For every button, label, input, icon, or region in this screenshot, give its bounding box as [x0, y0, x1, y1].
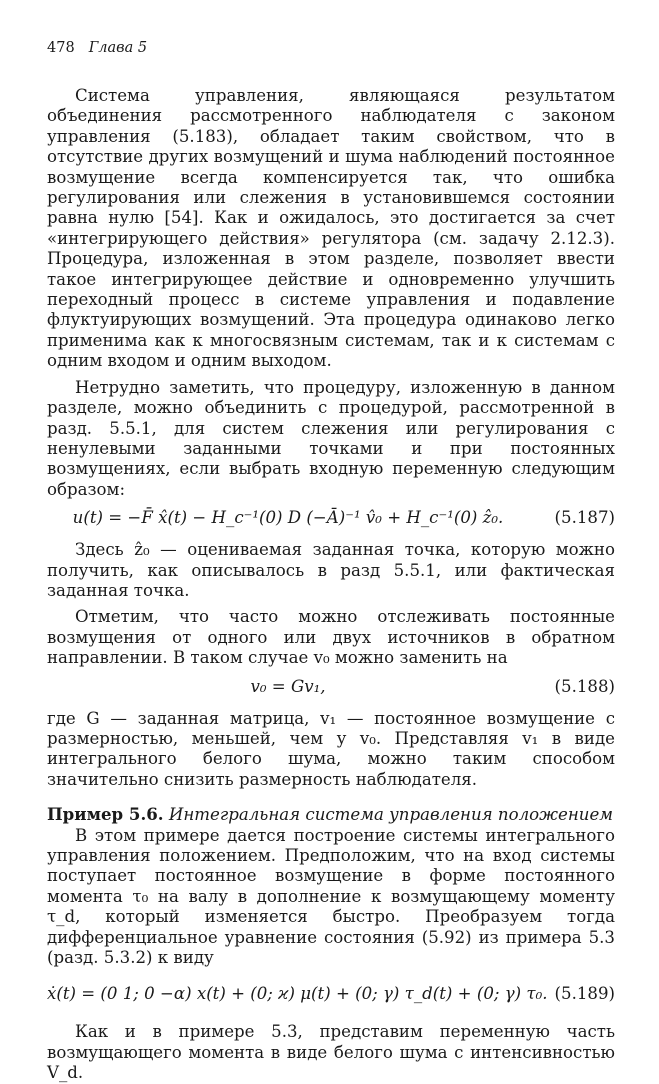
- paragraph-2: Нетрудно заметить, что процедуру, изложенную в данном разделе, можно объединить с процедурой, рассмотренной в разд. 5.5.1, для систем слежения или регулирования с ненулевыми заданными точками и при постоянных возмущениях, если выбрать входную переменную следующим образом:: [47, 377, 615, 499]
- equation-number: (5.188): [554, 676, 615, 696]
- example-heading: [47, 804, 615, 825]
- equation-5-189: [47, 968, 615, 1022]
- example-name: Интегральная система управления положением: [168, 805, 614, 825]
- equation-5-187: [47, 500, 615, 540]
- paragraph-3: Здесь ẑ₀ — оцениваемая заданная точка, которую можно получить, как описывалось в разд 5.5.1, или фактическая заданная точка.: [47, 540, 615, 600]
- equation-formula: ẋ(t) = (0 1; 0 −α) x(t) + (0; ϰ) μ(t) + (0; γ) τ_d(t) + (0; γ) τ₀.: [47, 984, 548, 1004]
- example-label: Пример 5.6.: [47, 804, 164, 825]
- equation-formula: u(t) = −F̄ x̂(t) − H_c⁻¹(0) D (−Ā)⁻¹ v̂₀ + H_c⁻¹(0) ẑ₀.: [72, 508, 504, 528]
- paragraph-6: В этом примере дается построение системы интегрального управления положением. Предположим, что на вход системы поступает постоянное возмущение в форме постоянного момента τ₀ на валу в дополнение к возмущающему моменту τ_d, который изменяется быстро. Преобразуем тогда дифференциальное уравнение состояния (5.92) из примера 5.3 (разд. 5.3.2) к виду: [47, 825, 615, 968]
- paragraph-5: где G — заданная матрица, v₁ — постоянное возмущение с размерностью, меньшей, чем у v₀. Представляя v₁ в виде интегрального белого шума, можно таким способом значительно снизить размерность наблюдателя.: [47, 708, 615, 789]
- equation-number: (5.187): [554, 508, 615, 528]
- equation-5-188: [47, 669, 615, 709]
- equation-number: (5.189): [554, 984, 615, 1004]
- page-header: [47, 40, 147, 56]
- page-body: [47, 86, 615, 1084]
- paragraph-7: Как и в примере 5.3, представим переменную часть возмущающего момента в виде белого шума с интенсивностью V_d.: [47, 1022, 615, 1083]
- equation-formula: v₀ = Gv₁,: [250, 676, 326, 696]
- paragraph-4: Отметим, что часто можно отслеживать постоянные возмущения от одного или двух источников в обратном направлении. В таком случае v₀ можно заменить на: [47, 607, 615, 668]
- page-number: 478: [47, 40, 75, 56]
- paragraph-1: Система управления, являющаяся результатом объединения рассмотренного наблюдателя с законом управления (5.183), обладает таким свойством, что в отсутствие других возмущений и шума наблюдений постоянное возмущение всегда компенсируется так, что ошибка регулирования или слежения в установившемся состоянии равна нулю [54]. Как и ожидалось, это достигается за счет «интегрирующего действия» регулятора (см. задачу 2.12.3). Процедура, изложенная в этом разделе, позволяет ввести такое интегрирующее действие и одновременно улучшить переходный процесс в системе управления и подавление флуктуирующих возмущений. Эта процедура одинаково легко применима как к многосвязным системам, так и к системам с одним входом и одним выходом.: [47, 86, 615, 371]
- chapter-title: Глава 5: [88, 40, 148, 56]
